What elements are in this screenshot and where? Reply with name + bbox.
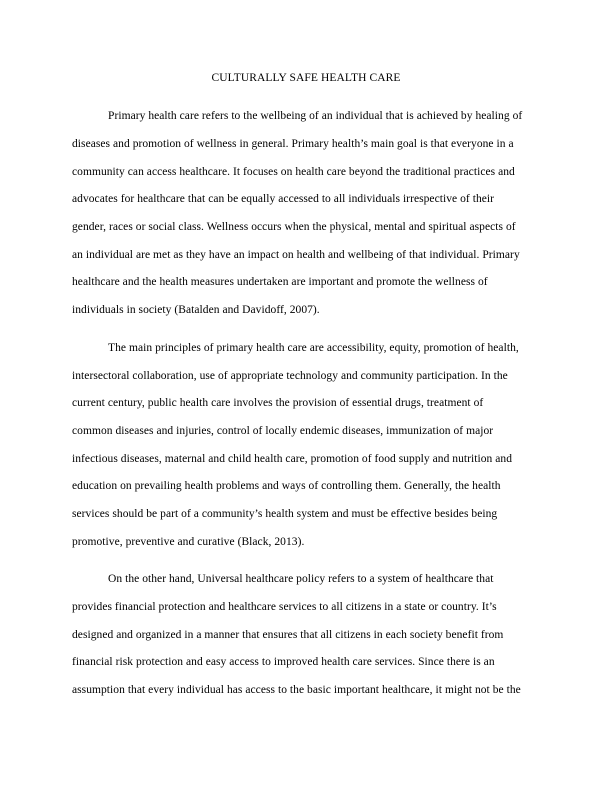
paragraph-1-line-6: an individual are met as they have an impact on health and wellbeing of that individual. Primary [72, 249, 520, 261]
paragraph-2-line-2: intersectoral collaboration, use of appropriate technology and community participation. In the [72, 370, 508, 382]
paragraph-1-line-5: gender, races or social class. Wellness occurs when the physical, mental and spiritual aspects of [72, 221, 516, 233]
paragraph-2-line-5: infectious diseases, maternal and child health care, promotion of food supply and nutrition and [72, 453, 513, 465]
paragraph-1-line-8: individuals in society (Batalden and Davidoff, 2007). [72, 304, 320, 316]
paragraph-1-line-7: healthcare and the health measures undertaken are important and promote the wellness of [72, 276, 488, 288]
paragraph-3-line-2: provides financial protection and healthcare services to all citizens in a state or country. It’s [72, 601, 497, 613]
paragraph-3-line-1: On the other hand, Universal healthcare policy refers to a system of healthcare that [108, 573, 494, 585]
paragraph-1-line-1: Primary health care refers to the wellbeing of an individual that is achieved by healing of [108, 110, 523, 122]
paragraph-2-line-7: services should be part of a community’s health system and must be effective besides being [72, 508, 498, 520]
paragraph-2-line-3: current century, public health care involves the provision of essential drugs, treatment of [72, 397, 484, 409]
paragraph-3-line-4: financial risk protection and easy access to improved health care services. Since there is an [72, 656, 495, 668]
paragraph-3-line-3: designed and organized in a manner that ensures that all citizens in each society benefit from [72, 629, 504, 641]
paragraph-2-line-8: promotive, preventive and curative (Black, 2013). [72, 536, 305, 548]
paragraph-1-line-2: diseases and promotion of wellness in general. Primary health’s main goal is that everyone in a [72, 138, 514, 150]
document-title: CULTURALLY SAFE HEALTH CARE [211, 72, 401, 84]
paragraph-2-line-1: The main principles of primary health care are accessibility, equity, promotion of health, [108, 342, 519, 354]
paragraph-2-line-6: education on prevailing health problems and ways of controlling them. Generally, the health [72, 480, 501, 492]
paragraph-2-line-4: common diseases and injuries, control of locally endemic diseases, immunization of major [72, 425, 494, 437]
paragraph-1-line-3: community can access healthcare. It focuses on health care beyond the traditional practices and [72, 166, 515, 178]
paragraph-3-line-5: assumption that every individual has access to the basic important healthcare, it might not be the [72, 684, 521, 696]
paragraph-1-line-4: advocates for healthcare that can be equally accessed to all individuals irrespective of their [72, 193, 495, 205]
